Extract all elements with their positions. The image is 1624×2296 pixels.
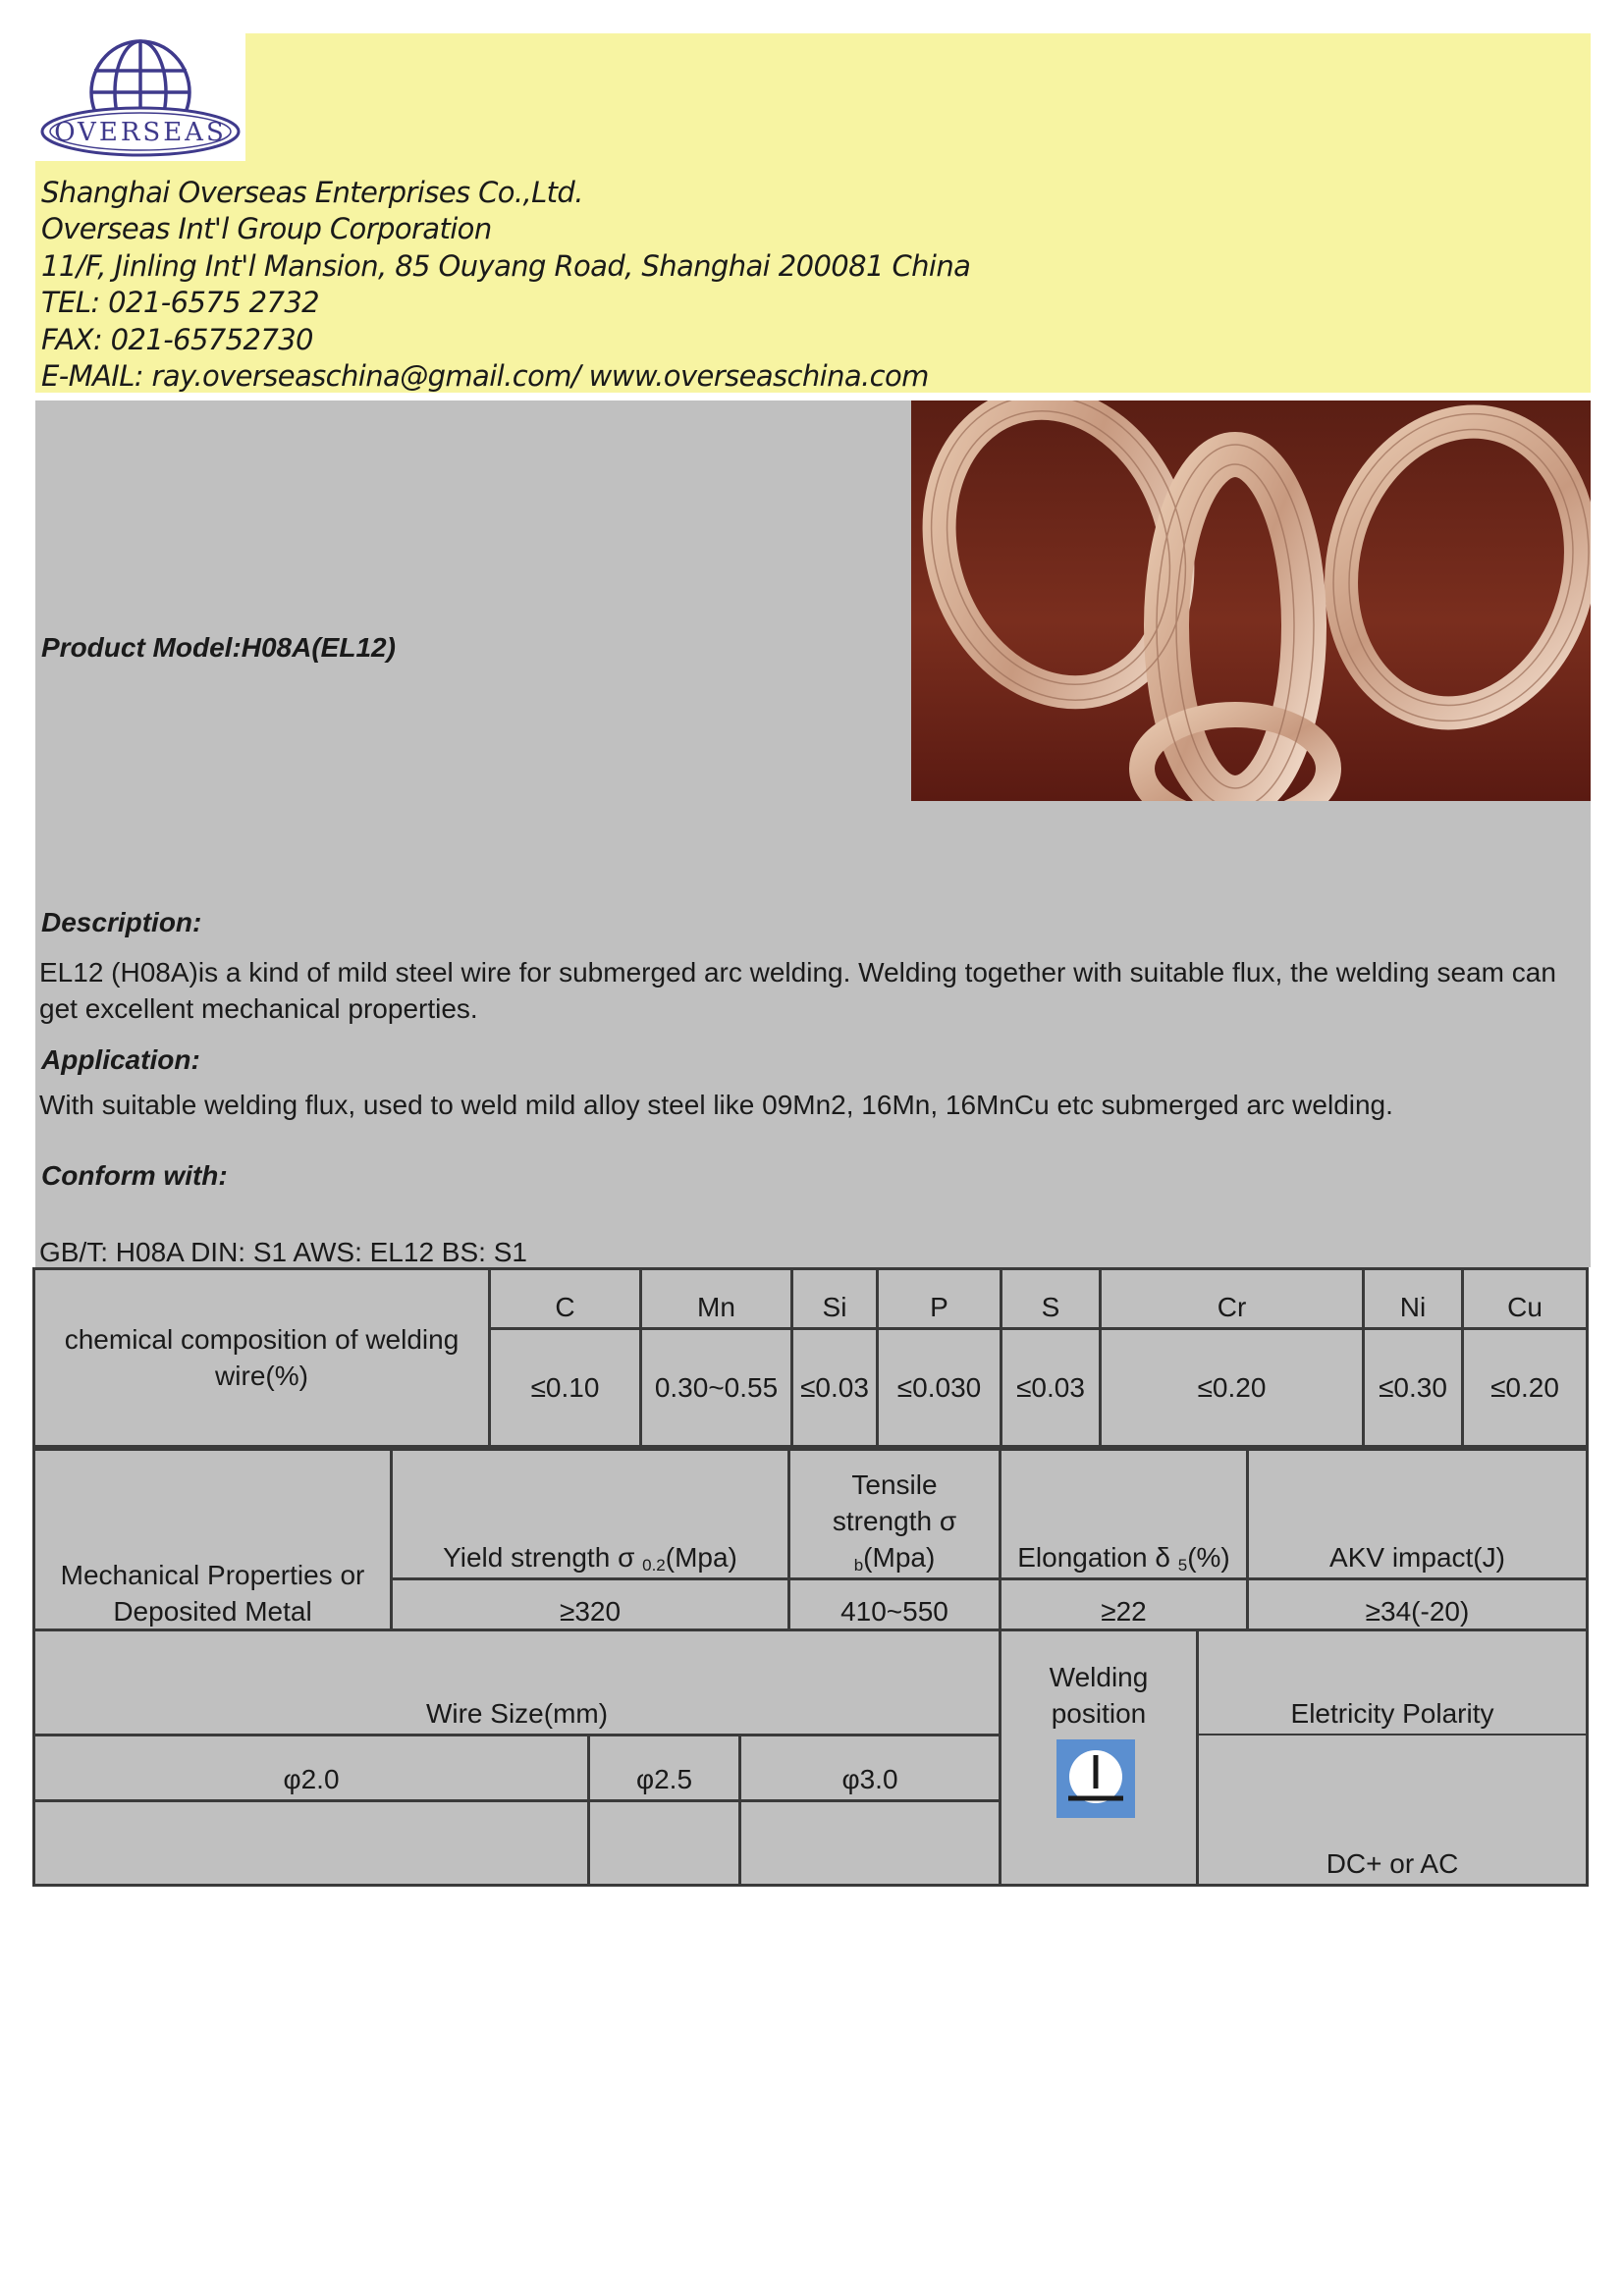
standards-text: GB/T: H08A DIN: S1 AWS: EL12 BS: S1	[39, 1237, 527, 1267]
globe-logo-icon	[35, 33, 245, 161]
element-c: C	[555, 1292, 575, 1322]
value-cr: ≤0.20	[1197, 1372, 1267, 1403]
polarity-value: DC+ or AC	[1326, 1848, 1459, 1879]
logo-area	[35, 33, 245, 161]
application-text: With suitable welding flux, used to weld mild alloy steel like 09Mn2, 16Mn, 16MnCu etc submerged arc welding.	[39, 1090, 1393, 1120]
element-cr: Cr	[1217, 1292, 1247, 1322]
element-s: S	[1041, 1292, 1060, 1322]
wire-size-2-0: φ2.0	[283, 1764, 340, 1794]
welding-position-header: Welding position	[1049, 1662, 1149, 1729]
conform-heading: Conform with:	[41, 1160, 228, 1191]
description-heading: Description:	[41, 907, 202, 937]
value-s: ≤0.03	[1016, 1372, 1085, 1403]
elongation-value: ≥22	[1101, 1596, 1147, 1627]
element-p: P	[930, 1292, 948, 1322]
product-model: Product Model:H08A(EL12)	[41, 632, 396, 663]
value-mn: 0.30~0.55	[654, 1372, 779, 1403]
polarity-header: Eletricity Polarity	[1290, 1698, 1494, 1729]
chemical-table	[32, 1267, 1589, 1448]
company-address	[41, 175, 1573, 395]
mechanical-table	[32, 1448, 1589, 1634]
description-text: EL12 (H08A)is a kind of mild steel wire for submerged arc welding. Welding together with suitable flux, the welding seam can get excellent mechanical properties.	[39, 957, 1556, 1024]
element-si: Si	[822, 1292, 847, 1322]
element-mn: Mn	[697, 1292, 735, 1322]
telephone: TEL: 021-6575 2732	[41, 286, 320, 320]
mechanical-label: Mechanical Properties or Deposited Metal	[60, 1560, 365, 1627]
value-p: ≤0.030	[896, 1372, 982, 1403]
fax: FAX: 021-65752730	[41, 322, 313, 356]
yield-strength-header: Yield strength σ $_{0.2}$(Mpa)	[443, 1542, 737, 1575]
application-heading: Application:	[41, 1044, 200, 1075]
wire-size-3-0: φ3.0	[841, 1764, 898, 1794]
value-si: ≤0.03	[800, 1372, 869, 1403]
flat-position-icon	[1056, 1739, 1135, 1818]
value-cu: ≤0.20	[1490, 1372, 1559, 1403]
product-photo	[911, 400, 1591, 801]
wire-size-table	[32, 1629, 1589, 1887]
email-website: E-MAIL: ray.overseaschina@gmail.com/ www.overseaschina.com	[41, 359, 929, 394]
group-name: Overseas Int'l Group Corporation	[41, 212, 492, 246]
element-ni: Ni	[1399, 1292, 1427, 1322]
akv-value: ≥34(-20)	[1365, 1596, 1470, 1627]
logo-text: OVERSEAS	[54, 118, 227, 147]
wire-size-header: Wire Size(mm)	[425, 1698, 609, 1729]
akv-header: AKV impact(J)	[1329, 1542, 1505, 1573]
elongation-header: Elongation δ $_5$(%)	[1017, 1542, 1230, 1575]
street-address: 11/F, Jinling Int'l Mansion, 85 Ouyang Road, Shanghai 200081 China	[41, 248, 971, 283]
wire-size-2-5: φ2.5	[635, 1764, 693, 1794]
value-c: ≤0.10	[530, 1372, 600, 1403]
chemical-label: chemical composition of welding wire(%)	[64, 1324, 460, 1391]
tensile-value: 410~550	[840, 1596, 948, 1627]
element-cu: Cu	[1507, 1292, 1543, 1322]
yield-value: ≥320	[559, 1596, 622, 1627]
company-name: Shanghai Overseas Enterprises Co.,Ltd.	[41, 176, 583, 209]
value-ni: ≤0.30	[1379, 1372, 1447, 1403]
tensile-strength-header: Tensile strength σ $_b$(Mpa)	[832, 1469, 957, 1575]
